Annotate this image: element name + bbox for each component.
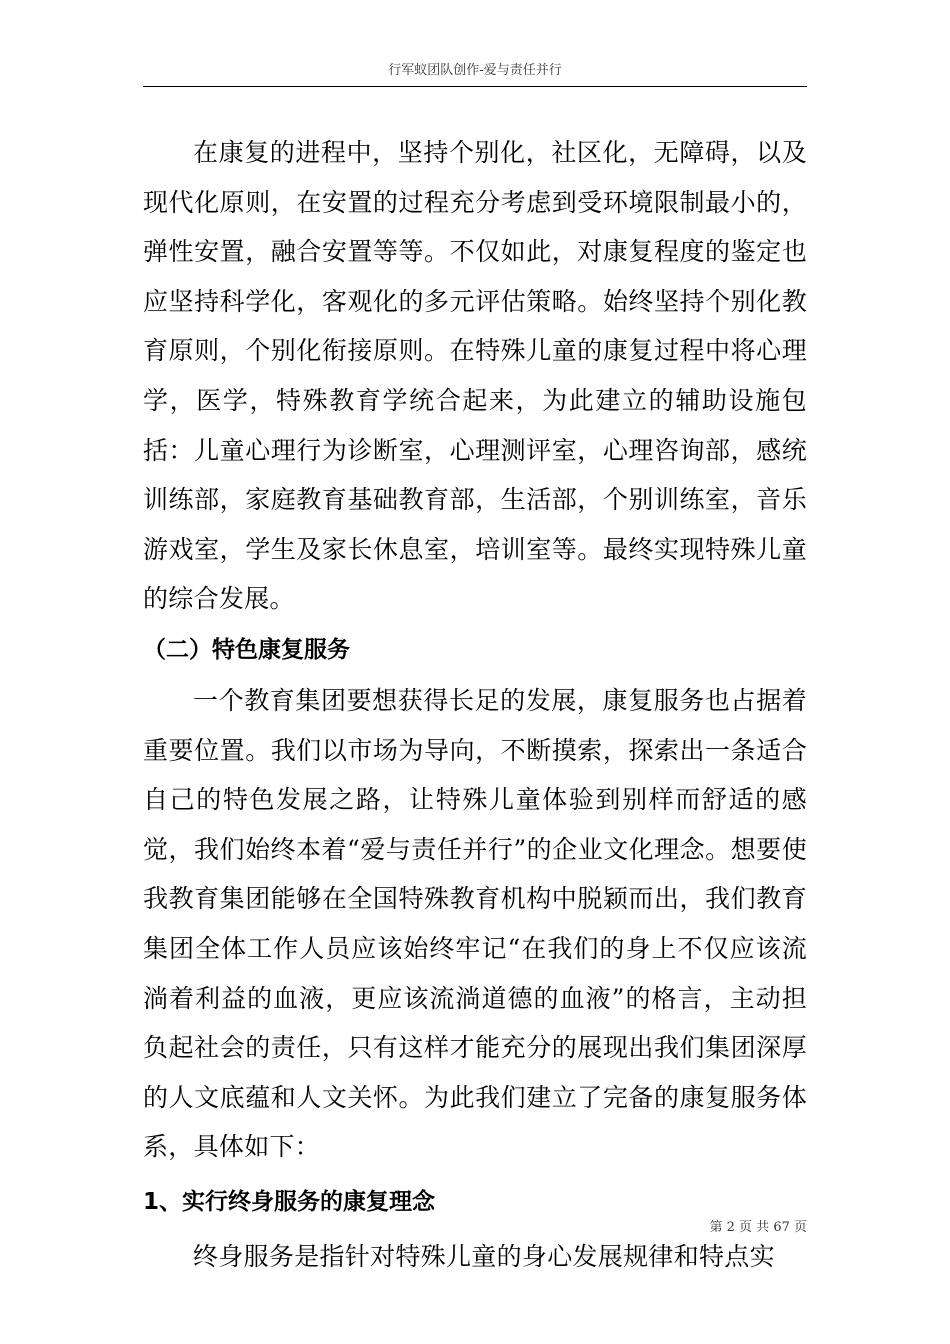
paragraph-rehabilitation-principles: 在康复的进程中，坚持个别化，社区化，无障碍，以及现代化原则，在安置的过程充分考虑到受环境限制最小的，弹性安置，融合安置等等。不仅如此，对康复程度的鉴定也应坚持科学化，客观化的多元评估策略。始终坚持个别化教育原则，个别化衔接原则。在特殊儿童的康复过程中将心理学，医学，特殊教育学统合起来，为此建立的辅助设施包括：儿童心理行为诊断室，心理测评室，心理咨询部，感统训练部，家庭教育基础教育部，生活部，个别训练室，音乐游戏室，学生及家长休息室，培训室等。最终实现特殊儿童的综合发展。	[143, 138, 807, 614]
paragraph-lifelong-service: 终身服务是指针对特殊儿童的身心发展规律和特点实	[193, 1241, 775, 1271]
page-header: 行军蚁团队创作-爱与责任并行	[143, 58, 807, 87]
page-footer: 第 2 页 共 67 页	[709, 1220, 807, 1235]
section-heading-featured-services: （二）特色康复服务	[143, 636, 350, 663]
paragraph-featured-services: 一个教育集团要想获得长足的发展，康复服务也占据着重要位置。我们以市场为导向，不断摸索，探索出一条适合自己的特色发展之路，让特殊儿童体验到别样而舒适的感觉，我们始终本着“爱与责任并行”的企业文化理念。想要使我教育集团能够在全国特殊教育机构中脱颖而出，我们教育集团全体工作人员应该始终牢记“在我们的身上不仅应该流淌着利益的血液，更应该流淌道德的血液”的格言，主动担负起社会的责任，只有这样才能充分的展现出我们集团深厚的人文底蕴和人文关怀。为此我们建立了完备的康复服务体系，具体如下：	[143, 685, 807, 1162]
document-body	[143, 128, 807, 1281]
subsection-heading-lifelong-service: 1、实行终身服务的康复理念	[143, 1188, 436, 1215]
